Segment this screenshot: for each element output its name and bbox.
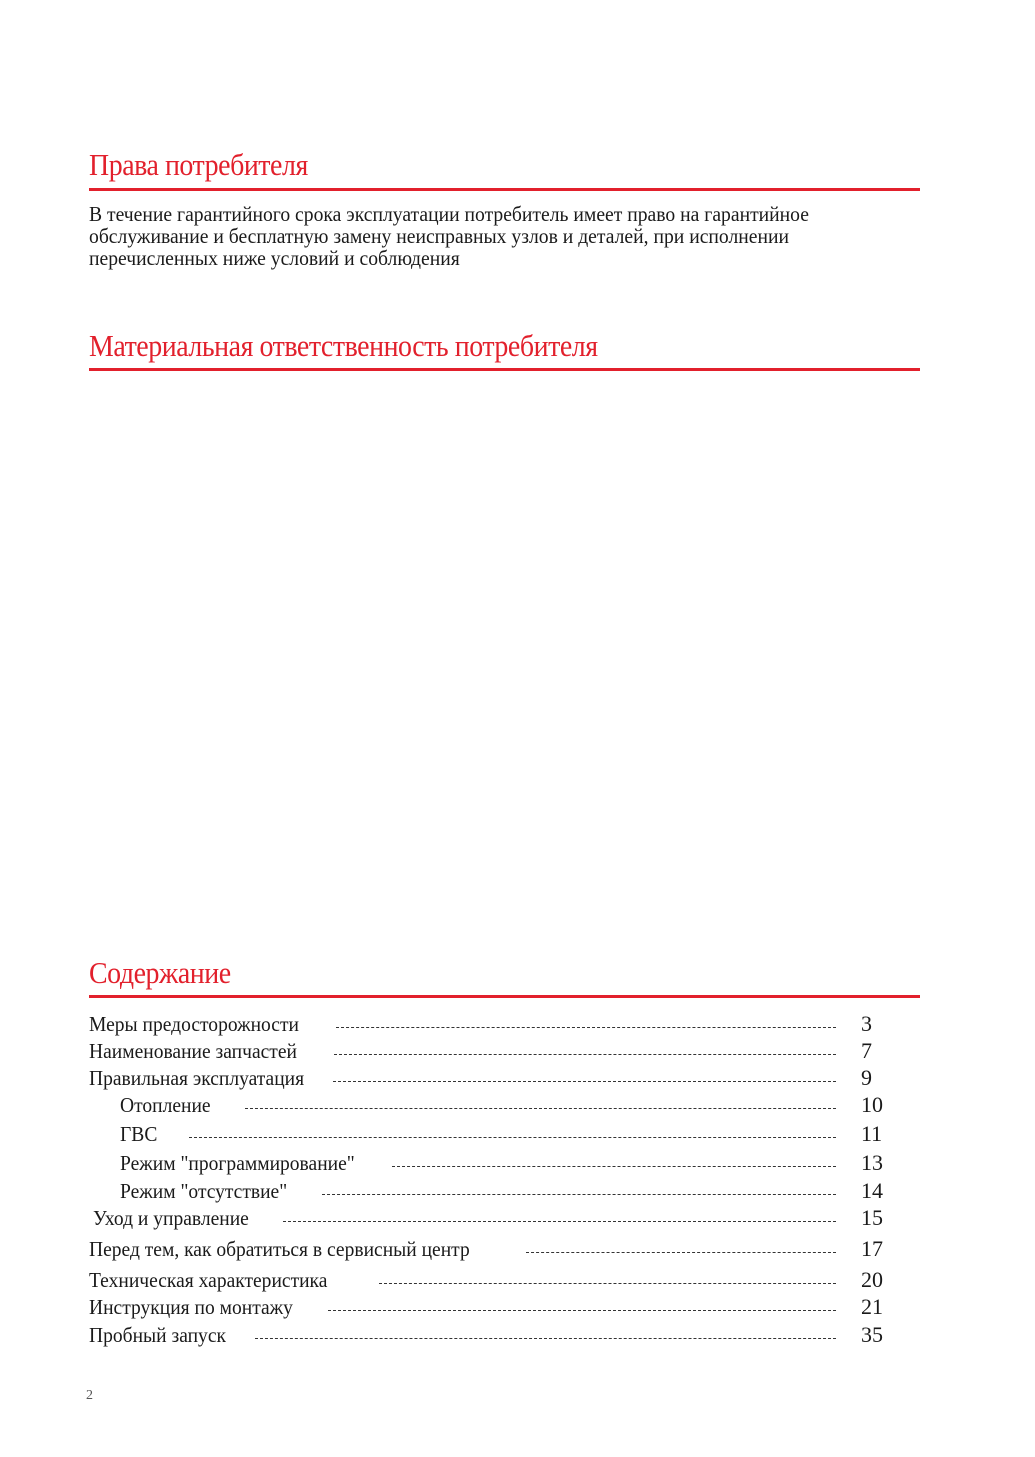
liability-divider bbox=[89, 368, 920, 371]
rights-line: В течение гарантийного срока эксплуатации потребитель имеет право на гарантийное bbox=[89, 202, 809, 226]
toc-leader bbox=[328, 1310, 836, 1311]
toc-item-installation[interactable] bbox=[89, 1294, 889, 1320]
toc-label: Режим "отсутствие" bbox=[120, 1179, 288, 1203]
rights-divider bbox=[89, 188, 920, 191]
toc-label: ГВС bbox=[120, 1122, 158, 1146]
toc-label: Техническая характеристика bbox=[89, 1268, 328, 1292]
toc-label: Наименование запчастей bbox=[89, 1039, 297, 1063]
toc-leader bbox=[392, 1166, 836, 1167]
toc-label: Меры предосторожности bbox=[89, 1012, 299, 1036]
toc-item-heating[interactable] bbox=[120, 1092, 889, 1118]
toc-leader bbox=[283, 1221, 836, 1222]
toc-label: Перед тем, как обратиться в сервисный центр bbox=[89, 1237, 470, 1261]
page-number: 2 bbox=[86, 1388, 93, 1403]
toc-page: 7 bbox=[861, 1038, 872, 1063]
toc-page: 17 bbox=[861, 1236, 883, 1261]
toc-item-parts[interactable] bbox=[89, 1038, 889, 1064]
toc-label: Инструкция по монтажу bbox=[89, 1295, 293, 1319]
rights-title: Права потребителя bbox=[89, 147, 308, 182]
toc-leader bbox=[255, 1338, 836, 1339]
toc-label: Отопление bbox=[120, 1093, 211, 1117]
toc-label: Пробный запуск bbox=[89, 1323, 226, 1347]
toc-leader bbox=[245, 1108, 836, 1109]
toc-item-care[interactable] bbox=[93, 1205, 893, 1231]
toc-label: Режим "программирование" bbox=[120, 1151, 355, 1175]
contents-title: Содержание bbox=[89, 955, 231, 990]
toc-page: 9 bbox=[861, 1065, 872, 1090]
rights-line: обслуживание и бесплатную замену неисправных узлов и деталей, при исполнении bbox=[89, 224, 790, 248]
toc-leader bbox=[336, 1027, 836, 1028]
toc-leader bbox=[379, 1283, 836, 1284]
toc-page: 11 bbox=[861, 1121, 883, 1146]
rights-line: перечисленных ниже условий и соблюдения bbox=[89, 246, 460, 270]
liability-title: Материальная ответственность потребителя bbox=[89, 328, 598, 363]
toc-item-hot-water[interactable] bbox=[120, 1121, 889, 1147]
toc-leader bbox=[334, 1054, 836, 1055]
toc-page: 10 bbox=[861, 1092, 883, 1117]
toc-leader bbox=[526, 1252, 836, 1253]
toc-page: 3 bbox=[861, 1011, 872, 1036]
toc-page: 20 bbox=[861, 1267, 883, 1292]
toc-label: Уход и управление bbox=[93, 1206, 249, 1230]
toc-page: 21 bbox=[861, 1294, 883, 1319]
rights-paragraph bbox=[89, 203, 931, 269]
toc-label: Правильная эксплуатация bbox=[89, 1066, 305, 1090]
toc-item-programming[interactable] bbox=[120, 1150, 889, 1176]
toc-item-precautions[interactable] bbox=[89, 1011, 889, 1037]
toc-page: 14 bbox=[861, 1178, 883, 1203]
toc-item-test-run[interactable] bbox=[89, 1322, 889, 1348]
toc-page: 35 bbox=[861, 1322, 883, 1347]
toc-leader bbox=[322, 1194, 836, 1195]
toc-page: 15 bbox=[861, 1205, 883, 1230]
toc-page: 13 bbox=[861, 1150, 883, 1175]
toc-leader bbox=[333, 1081, 836, 1082]
toc-item-specifications[interactable] bbox=[89, 1267, 889, 1293]
toc-item-service-center[interactable] bbox=[89, 1236, 889, 1262]
toc-item-absence[interactable] bbox=[120, 1178, 889, 1204]
contents-divider bbox=[89, 995, 920, 998]
toc-item-operation[interactable] bbox=[89, 1065, 889, 1091]
toc-leader bbox=[189, 1137, 836, 1138]
